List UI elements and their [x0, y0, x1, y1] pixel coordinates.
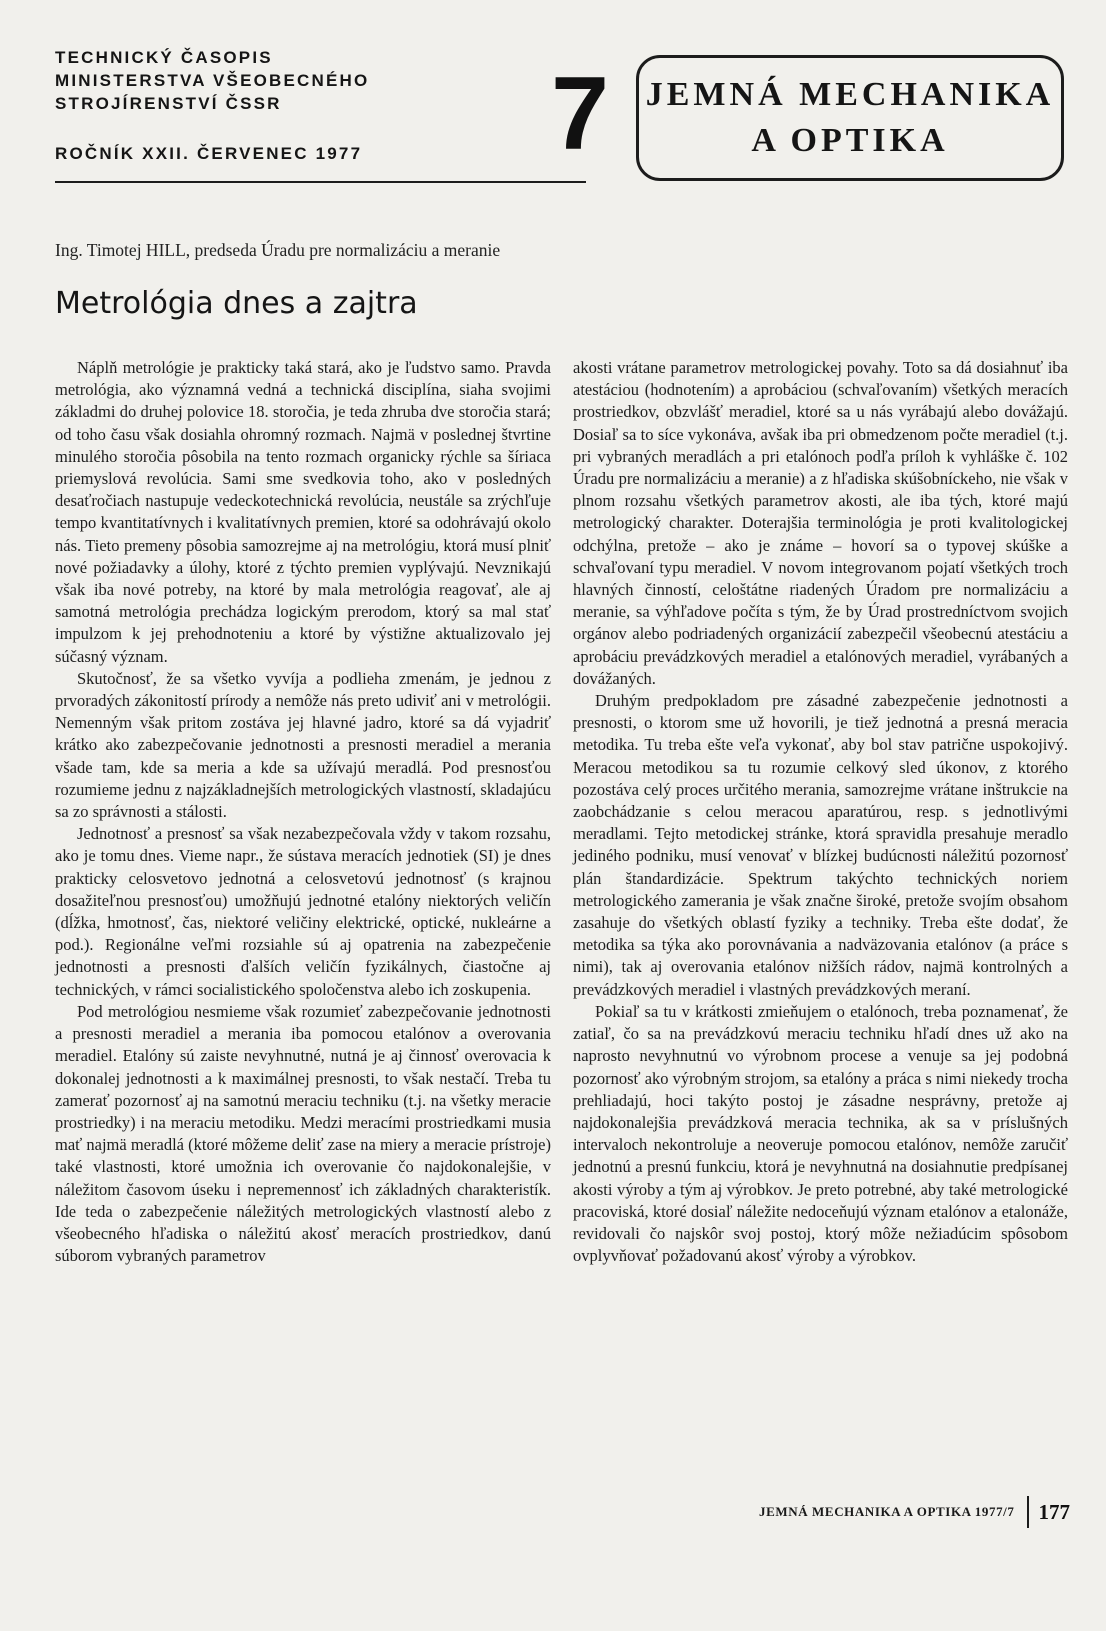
footer-journal: JEMNÁ MECHANIKA A OPTIKA 1977/7 [758, 1504, 1015, 1519]
journal-title-line-1: JEMNÁ MECHANIKA [645, 76, 1055, 113]
publisher-line-2: MINISTERSTVA VŠEOBECNÉHO [55, 71, 370, 90]
text-column-left [55, 357, 551, 1267]
paragraph: Jednotnosť a presnosť sa však nezabezpečovala vždy v takom rozsahu, ako je tomu dnes. Vieme napr., že sústava meracích jednotiek (SI) je dnes prakticky celosvetovo jednotná a celosvetovú jednotnosť (s krajnou dosažiteľnou presnosťou) umožňujú jednotné etalóny niektorých veličín (dĺžka, hmotnosť, čas, niektoré veličiny elektrické, optické, nukleárne a pod.). Regionálne veľmi rozsiahle sú aj opatrenia na zabezpečenie jednotnosti a presnosti ďalších veličín fyzikálnych, čiastočne aj technických, v rámci socialistického spoločenstva alebo ich zoskupenia. [55, 824, 551, 999]
publisher-line-3: STROJÍRENSTVÍ ČSSR [55, 94, 282, 113]
page-number: 177 [1038, 1499, 1070, 1524]
paragraph: Druhým predpokladom pre zásadné zabezpečenie jednotnosti a presnosti, o ktorom sme už hovorili, je tiež jednotná a presná meracia metodika. Tu treba ešte veľa vykonať, aby bol stav patrične uspokojivý. Meracou metodikou sa tu rozumie celkový sled úkonov, z ktorého pozostáva celý proces určitého merania, samozrejme vrátane inštrukcie na zaobchádzanie s celou meracou aparatúrou, resp. s jednotlivými meradlami. Tejto metodickej stránke, ktorá spravidla presahuje meradlo jediného podniku, musí venovať v blízkej budúcnosti náležitú pozornosť plán štandardizácie. Spektrum takýchto technických noriem metrologického zamerania je však značne široké, pretože svojím obsahom zasahuje do všetkých oblastí fyziky a techniky. Treba ešte dodať, že metodika sa týka ako porovnávania a nadväzovania etalónov (a práce s nimi), tak aj overovania etalónov nižších rádov, najmä kontrolných a prevádzkových meradiel i vlastných prevádzkových meraní. [573, 691, 1068, 999]
volume-date: ROČNÍK XXII. ČERVENEC 1977 [55, 144, 363, 163]
paragraph: Náplň metrológie je prakticky taká stará, ako je ľudstvo samo. Pravda metrológia, ako významná vedná a technická disciplína, siaha svojimi základmi do druhej polovice 18. storočia, je teda zhruba dve storočia stará; od toho času však dosiahla ohromný rozmach. Najmä v poslednej štvrtine minulého storočia pôsobila na tento rozmach organicky rýchle sa šíriaca priemyslová revolúcia. Sami sme svedkovia toho, ako v posledných desaťročiach nastupuje vedeckotechnická revolúcia, neustále sa zrýchľuje tempo kvantitatívnych i kvalitatívnych premien, ktoré sa odohrávajú okolo nás. Tieto premeny pôsobia samozrejme aj na metrológiu, ktorá musí plniť nové požiadavky a úlohy, ktoré z týchto premien vyplývajú. Nevznikajú však iba nové potreby, na ktoré by mala metrológia reagovať, ale aj samotná metrológia prechádza logickým prerodom, ktorý sa mal stať impulzom k jej prehodnoteniu a ktoré by výstižne aktualizovalo jej súčasný význam. [55, 358, 551, 666]
author-line: Ing. Timotej HILL, predseda Úradu pre normalizáciu a meranie [55, 240, 501, 260]
paragraph: Skutočnosť, že sa všetko vyvíja a podlieha zmenám, je jednou z prvoradých zákonitostí prírody a nemôže nás preto udiviť ani v metrológii. Nemenným však pritom zostáva jej hlavné jadro, ktoré sa dá vyjadriť krátko ako zabezpečovanie jednotnosti a presnosti meradiel a merania všade tam, kde sa meria a kde sa užívajú meradlá. Pod presnosťou rozumieme jednu z najzákladnejších metrologických vlastností, skladajúcu sa zo správnosti a stálosti. [55, 668, 551, 822]
paragraph: akosti vrátane parametrov metrologickej povahy. Toto sa dá dosiahnuť iba atestáciou (hodnotením) a aprobáciou (schvaľovaním) všetkých meracích prostriedkov, obzvlášť meradiel, ktoré sa u nás vyrábajú alebo dovážajú. Dosiaľ sa to síce vykonáva, avšak iba pri obmedzenom počte meradiel (t.j. pri vybraných meradlách a pri etalónoch podľa príloh k vyhláške č. 102 Úradu pre normalizáciu a meranie) a z hľadiska skúšobníckeho, nie však v plnom rozsahu všetkých parametrov akosti, ale iba tých, ktoré majú metrologický charakter. Doterajšia terminológia je proti kvalitologickej odchýlna, pretože – ako je známe – hovorí sa o typovej skúške a schvaľovaní typu meradiel. V novom integrovanom pojatí všetkých troch hlavných činností, celoštátne riadených Úradom pre normalizáciu a meranie, sa výhľadove počíta s tým, že by Úrad prostredníctvom svojich orgánov alebo podriadených organizácií zabezpečil všeobecnú atestáciu a aprobáciu prevádzkových meradiel a etalónových meradiel, vyrábaných a dovážaných. [573, 358, 1068, 688]
paragraph: Pokiaľ sa tu v krátkosti zmieňujem o etalónoch, treba poznamenať, že zatiaľ, čo sa na prevádzkovú meraciu techniku hľadí dnes už ako na naprosto nevyhnutnú vo výrobnom procese a venuje sa jej podobná pozornosť ako výrobným strojom, sa etalóny a práca s nimi niekedy trocha prehliadajú, hoci takýto postoj je zásadne nesprávny, pretože aj najdokonalejšia prevádzková meracia technika, ak sa v príslušných intervaloch nekontroluje a neoveruje pomocou etalónov, nemôže zaručiť jednotnú a presnú funkciu, ktorá je nevyhnutná na dosiahnutie predpísanej akosti výroby a tým aj výrobkov. Je preto potrebné, aby také metrologické pracoviská, ktoré dosiaľ náležite nedoceňujú význam etalónov a etalonáže, revidovali čo najskôr svoj postoj, ktorý môže nežiadúcim spôsobom ovplyvňovať požadovanú akosť výroby a výrobkov. [573, 1001, 1068, 1266]
page-footer [700, 1494, 1070, 1530]
issue-number: 7 [551, 56, 609, 172]
masthead-rule [55, 181, 586, 183]
journal-title-box [636, 55, 1064, 181]
text-column-right [573, 357, 1068, 1267]
paragraph: Pod metrológiou nesmieme však rozumieť zabezpečovanie jednotnosti a presnosti meradiel a merania iba pomocou etalónov a overovania meradiel. Etalóny sú zaiste nevyhnutné, nutná je aj činnosť overovacia k dokonalej jednotnosti a k maximálnej presnosti, to však nestačí. Treba tu zamerať pozornosť aj na samotnú meraciu techniku (t.j. na všetky meracie prostriedky) i na meraciu metodiku. Medzi meracími prostriedkami musia mať najmä meradlá (ktoré môžeme deliť zase na miery a meracie prístroje) také vlastnosti, ktoré umožnia ich overovanie čo najdokonalejšie, v náležitom časovom úseku i nepremennosť ich základných charakteristík. Ide teda o zabezpečenie náležitých metrologických vlastností alebo z všeobecného hľadiska o náležitú akosť meracích prostriedkov, danú súborom vybraných parametrov [55, 1001, 551, 1266]
article-title: Metrológia dnes a zajtra [55, 286, 418, 321]
publisher-line-1: TECHNICKÝ ČASOPIS [55, 48, 273, 67]
publisher-block [55, 46, 575, 165]
journal-title-line-2: A OPTIKA [751, 122, 949, 159]
footer-divider [1027, 1496, 1029, 1528]
